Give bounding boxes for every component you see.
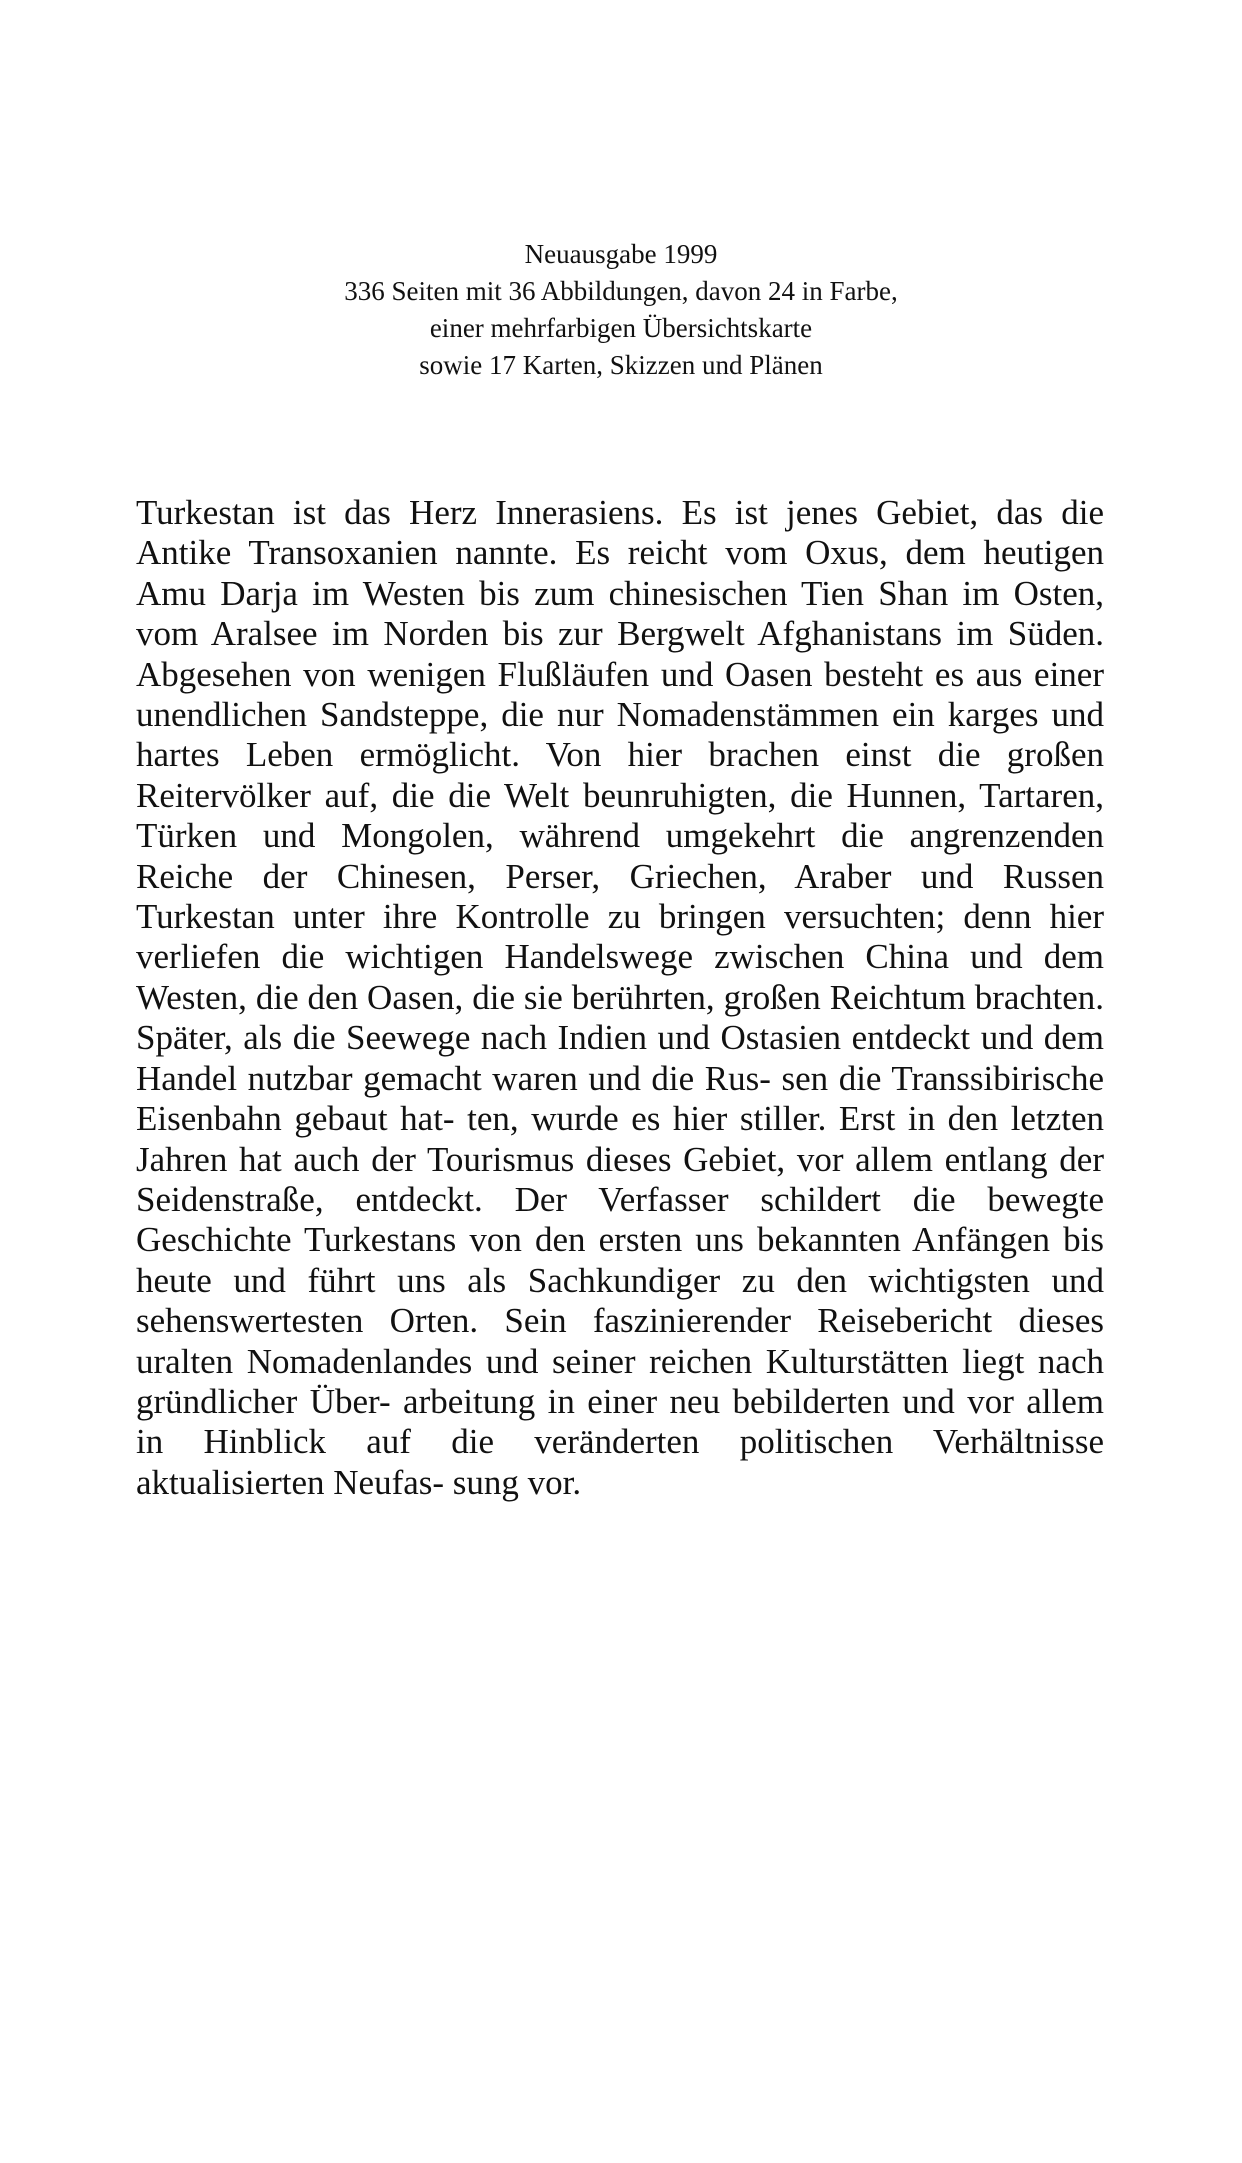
edition-info	[0, 236, 1242, 384]
edition-details-line-1: 336 Seiten mit 36 Abbildungen, davon 24 in Farbe,	[344, 276, 898, 306]
edition-title: Neuausgabe 1999	[524, 239, 718, 269]
book-description: Turkestan ist das Herz Innerasiens. Es ist jenes Gebiet, das die Antike Transoxanien nannte. Es reicht vom Oxus, dem heutigen Amu Darja im Westen bis zum chinesischen Tien Shan im Osten, vom Aralsee im Norden bis zur Bergwelt Afghanistans im Süden. Abgesehen von wenigen Flußläufen und Oasen besteht es aus einer unendlichen Sandsteppe, die nur Nomadenstämmen ein karges und hartes Leben ermöglicht. Von hier brachen einst die großen Reitervölker auf, die die Welt beunruhigten, die Hunnen, Tartaren, Türken und Mongolen, während umgekehrt die angrenzenden Reiche der Chinesen, Perser, Griechen, Araber und Russen Turkestan unter ihre Kontrolle zu bringen versuchten; denn hier verliefen die wichtigen Handelswege zwischen China und dem Westen, die den Oasen, die sie berührten, großen Reichtum brachten. Später, als die Seewege nach Indien und Ostasien entdeckt und dem Handel nutzbar gemacht waren und die Rus- sen die Transsibirische Eisenbahn gebaut hat- ten, wurde es hier stiller. Erst in den letzten Jahren hat auch der Tourismus dieses Gebiet, vor allem entlang der Seidenstraße, entdeckt. Der Verfasser schildert die bewegte Geschichte Turkestans von den ersten uns bekannten Anfängen bis heute und führt uns als Sachkundiger zu den wichtigsten und sehenswertesten Orten. Sein faszinierender Reisebericht dieses uralten Nomadenlandes und seiner reichen Kulturstätten liegt nach gründlicher Über- arbeitung in einer neu bebilderten und vor allem in Hinblick auf die veränderten politischen Verhältnisse aktualisierten Neufas- sung vor.	[136, 493, 1104, 1502]
edition-details-line-2: einer mehrfarbigen Übersichtskarte	[429, 313, 813, 343]
edition-details-line-3: sowie 17 Karten, Skizzen und Plänen	[419, 350, 823, 380]
